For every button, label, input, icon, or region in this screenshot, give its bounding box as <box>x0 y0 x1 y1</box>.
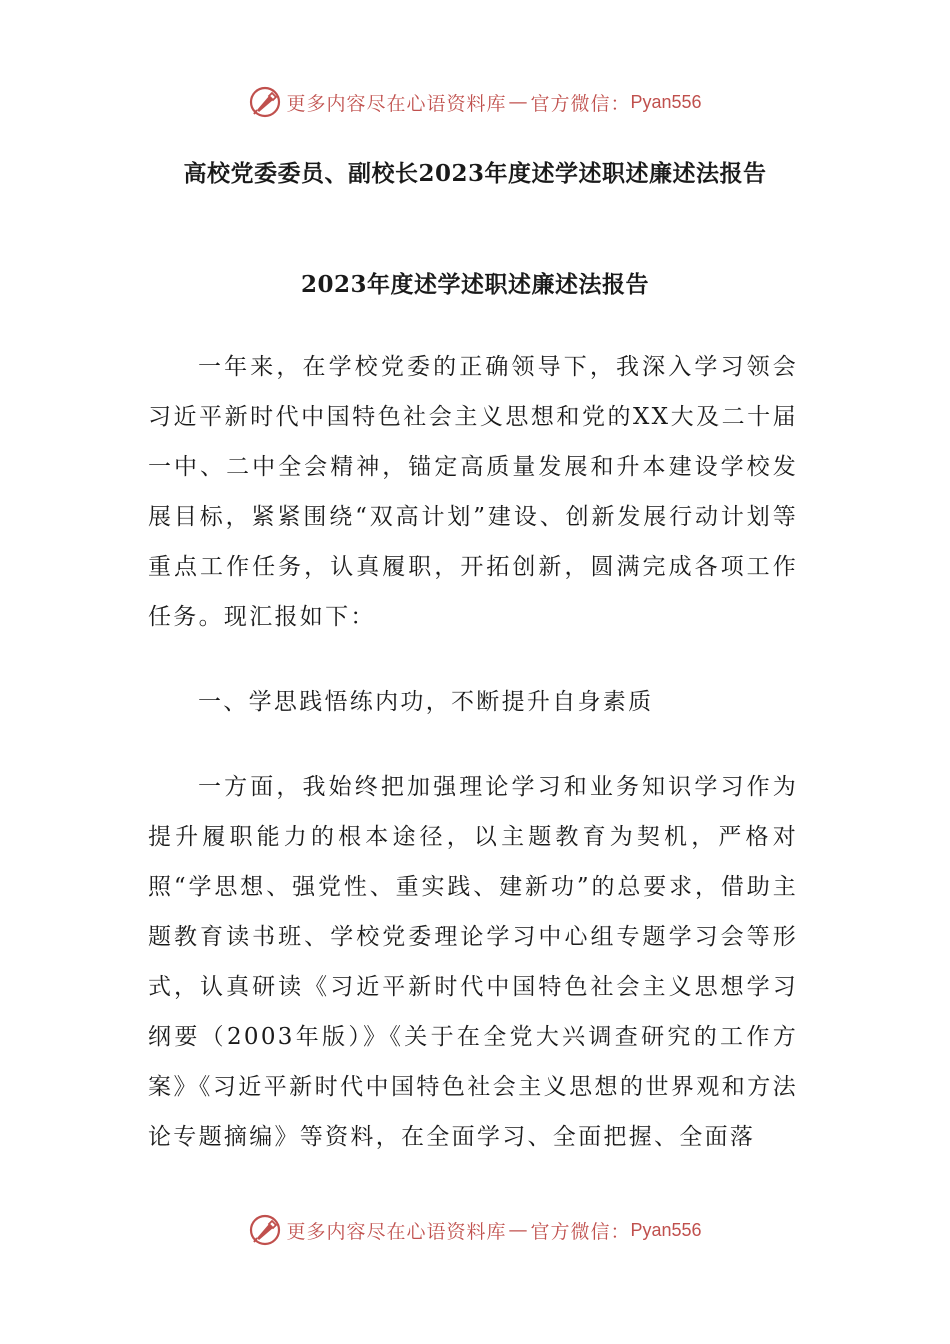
paragraph-study: 一方面，我始终把加强理论学习和业务知识学习作为提升履职能力的根本途径，以主题教育为契机，严格对照“学思想、强党性、重实践、建新功”的总要求，借助主题教育读书班、学校党委理论学习中心组专题学习会等形式，认真研读《习近平新时代中国特色社会主义思想学习纲要（2003年版）》《关于在全党大兴调查研究的工作方案》《习近平新时代中国特色社会主义思想的世界观和方法论专题摘编》等资料，在全面学习、全面把握、全面落 <box>148 774 798 1150</box>
watermark-banner-bottom <box>0 1210 950 1250</box>
watermark-text: 更多内容尽在心语资料库 <box>286 1220 507 1243</box>
watermark-banner-top <box>0 82 950 122</box>
pen-nib-logo-icon <box>248 1213 282 1247</box>
pen-nib-logo-icon <box>248 85 282 119</box>
watermark-suffix-en: Pyan556 <box>630 91 702 112</box>
watermark-suffix-en: Pyan556 <box>630 1219 702 1240</box>
watermark-text: 更多内容尽在心语资料库 <box>286 92 507 115</box>
section-heading-1: 一、学思践悟练内功，不断提升自身素质 <box>198 689 654 715</box>
document-subtitle: 2023年度述学述职述廉述法报告 <box>300 271 649 298</box>
paragraph-intro: 一年来，在学校党委的正确领导下，我深入学习领会习近平新时代中国特色社会主义思想和党的XX大及二十届一中、二中全会精神，锚定高质量发展和升本建设学校发展目标，紧紧围绕“双高计划”建设、创新发展行动计划等重点工作任务，认真履职，开拓创新，圆满完成各项工作任务。现汇报如下： <box>148 354 798 630</box>
document-title: 高校党委委员、副校长2023年度述学述职述廉述法报告 <box>183 160 767 187</box>
watermark-separator: — <box>508 1219 529 1241</box>
watermark-suffix-cn: 官方微信： <box>530 92 631 115</box>
watermark-separator: — <box>508 91 529 113</box>
watermark-suffix-cn: 官方微信： <box>530 1220 631 1243</box>
